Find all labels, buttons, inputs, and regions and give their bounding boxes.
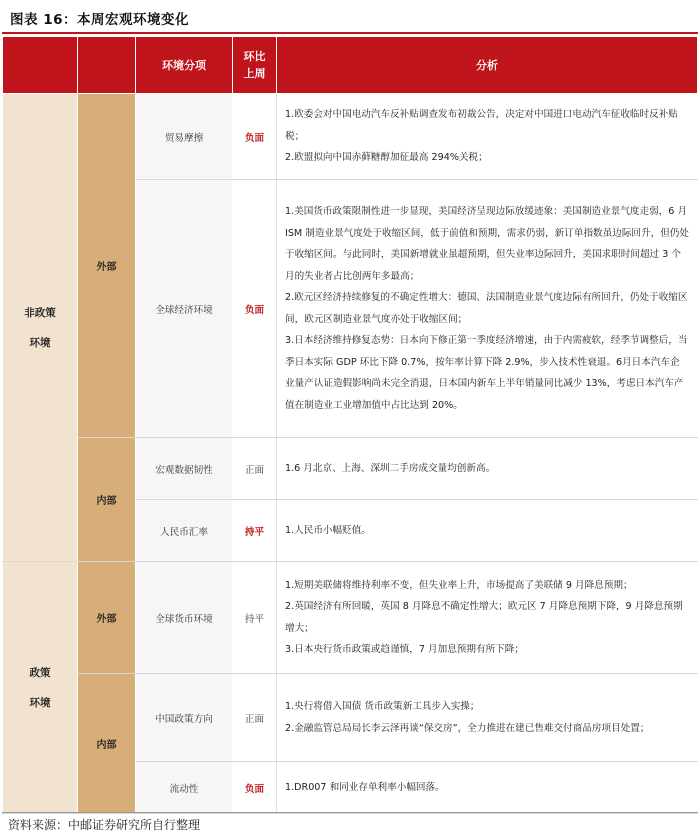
analysis-line: 2.金融监管总局局长李云泽再谈“保交房”，全力推进在建已售难交付商品房项目处置； bbox=[285, 722, 650, 734]
trend-value: 负面 bbox=[233, 180, 277, 438]
header-trend-label: 环比 上周 bbox=[243, 50, 266, 80]
env-item: 全球经济环境 bbox=[136, 180, 233, 438]
row-china-policy bbox=[3, 674, 698, 762]
analysis-cell bbox=[277, 674, 698, 762]
trend-value: 持平 bbox=[233, 562, 277, 674]
trend-value: 正面 bbox=[233, 674, 277, 762]
analysis-cell bbox=[277, 94, 698, 180]
analysis-line: 3.日本经济维持修复态势：日本向下修正第一季度经济增速，由于内需疲软，经季节调整后，当季日本实际 GDP 环比下降 0.7%，按年率计算下降 2.9%，步入技术性衰退。6月日本汽车企业量产认证造假影响尚未完全消退，日本国内新车上半年销量同比减少 13%，考虑日本汽车产值在制造业工业增加值中占比达到 20%。 bbox=[285, 335, 688, 411]
analysis-line: 2.欧元区经济持续修复的不确定性增大：德国、法国制造业景气度边际有所回升，仍处于收缩区间，欧元区制造业景气度亦处于收缩区间； bbox=[285, 292, 688, 325]
analysis-line: 3.日本央行货币政策或趋谨慎，7 月加息预期有所下降； bbox=[285, 644, 524, 655]
trend-value: 负面 bbox=[233, 762, 277, 814]
group-policy bbox=[3, 562, 78, 814]
analysis-line: 1.欧委会对中国电动汽车反补贴调查发布初裁公告，决定对中国进口电动汽车征收临时反补贴税； bbox=[285, 109, 678, 142]
analysis-line: 1.美国货币政策限制性进一步显现，美国经济呈现边际放缓迹象：美国制造业景气度走弱，6 月 ISM 制造业景气度处于收缩区间，低于前值和预期，需求仍弱，新订单指数虽边际回升，但仍处于收缩区间。与此同时，美国新增就业虽超预期，但失业率边际回升，美国求职时间超过 3 个月的失业者占比创两年多最高； bbox=[285, 206, 689, 282]
header-analysis: 分析 bbox=[277, 37, 698, 94]
analysis-line: 1.短期美联储将维持利率不变，但失业率上升，市场提高了美联储 9 月降息预期； bbox=[285, 579, 633, 591]
group-non-policy bbox=[3, 94, 78, 562]
header-trend bbox=[233, 37, 277, 94]
analysis-cell bbox=[277, 562, 698, 674]
analysis-line: 2.欧盟拟向中国赤藓糖醇加征最高 294%关税； bbox=[285, 152, 488, 164]
env-item: 流动性 bbox=[136, 762, 233, 814]
analysis-line: 1.DR007 和同业存单利率小幅回落。 bbox=[285, 781, 445, 793]
header-blank-1 bbox=[3, 37, 78, 94]
group-policy-label: 政策 环境 bbox=[29, 666, 51, 709]
analysis-cell bbox=[277, 180, 698, 438]
analysis-line: 1.人民币小幅贬值。 bbox=[285, 524, 371, 536]
analysis-cell bbox=[277, 500, 698, 562]
env-item: 人民币汇率 bbox=[136, 500, 233, 562]
source-note: 资料来源：中邮证券研究所自行整理 bbox=[8, 818, 201, 832]
macro-environment-table bbox=[2, 36, 698, 814]
header-row bbox=[3, 37, 698, 94]
figure-title: 图表 16：本周宏观环境变化 bbox=[10, 12, 189, 28]
trend-value: 正面 bbox=[233, 438, 277, 500]
bottom-rule bbox=[2, 812, 698, 813]
trend-value: 持平 bbox=[233, 500, 277, 562]
row-trade-friction bbox=[3, 94, 698, 180]
analysis-line: 1.6 月北京、上海、深圳二手房成交量均创新高。 bbox=[285, 462, 496, 474]
side-internal-1: 内部 bbox=[78, 438, 136, 562]
side-external-2: 外部 bbox=[78, 562, 136, 674]
title-rule bbox=[2, 32, 698, 34]
env-item: 贸易摩擦 bbox=[136, 94, 233, 180]
analysis-cell bbox=[277, 438, 698, 500]
side-external-1: 外部 bbox=[78, 94, 136, 438]
header-env-item: 环境分项 bbox=[136, 37, 233, 94]
env-item: 宏观数据韧性 bbox=[136, 438, 233, 500]
row-macro-data bbox=[3, 438, 698, 500]
side-internal-2: 内部 bbox=[78, 674, 136, 814]
row-global-monetary bbox=[3, 562, 698, 674]
trend-value: 负面 bbox=[233, 94, 277, 180]
env-item: 全球货币环境 bbox=[136, 562, 233, 674]
env-item: 中国政策方向 bbox=[136, 674, 233, 762]
analysis-line: 2.英国经济有所回暖，英国 8 月降息不确定性增大；欧元区 7 月降息预期下降，9 月降息预期增大； bbox=[285, 601, 683, 634]
analysis-cell bbox=[277, 762, 698, 814]
analysis-line: 1.央行将借入国债 货币政策新工具步入实操； bbox=[285, 701, 480, 712]
group-non-policy-label: 非政策 环境 bbox=[24, 306, 56, 349]
header-blank-2 bbox=[78, 37, 136, 94]
